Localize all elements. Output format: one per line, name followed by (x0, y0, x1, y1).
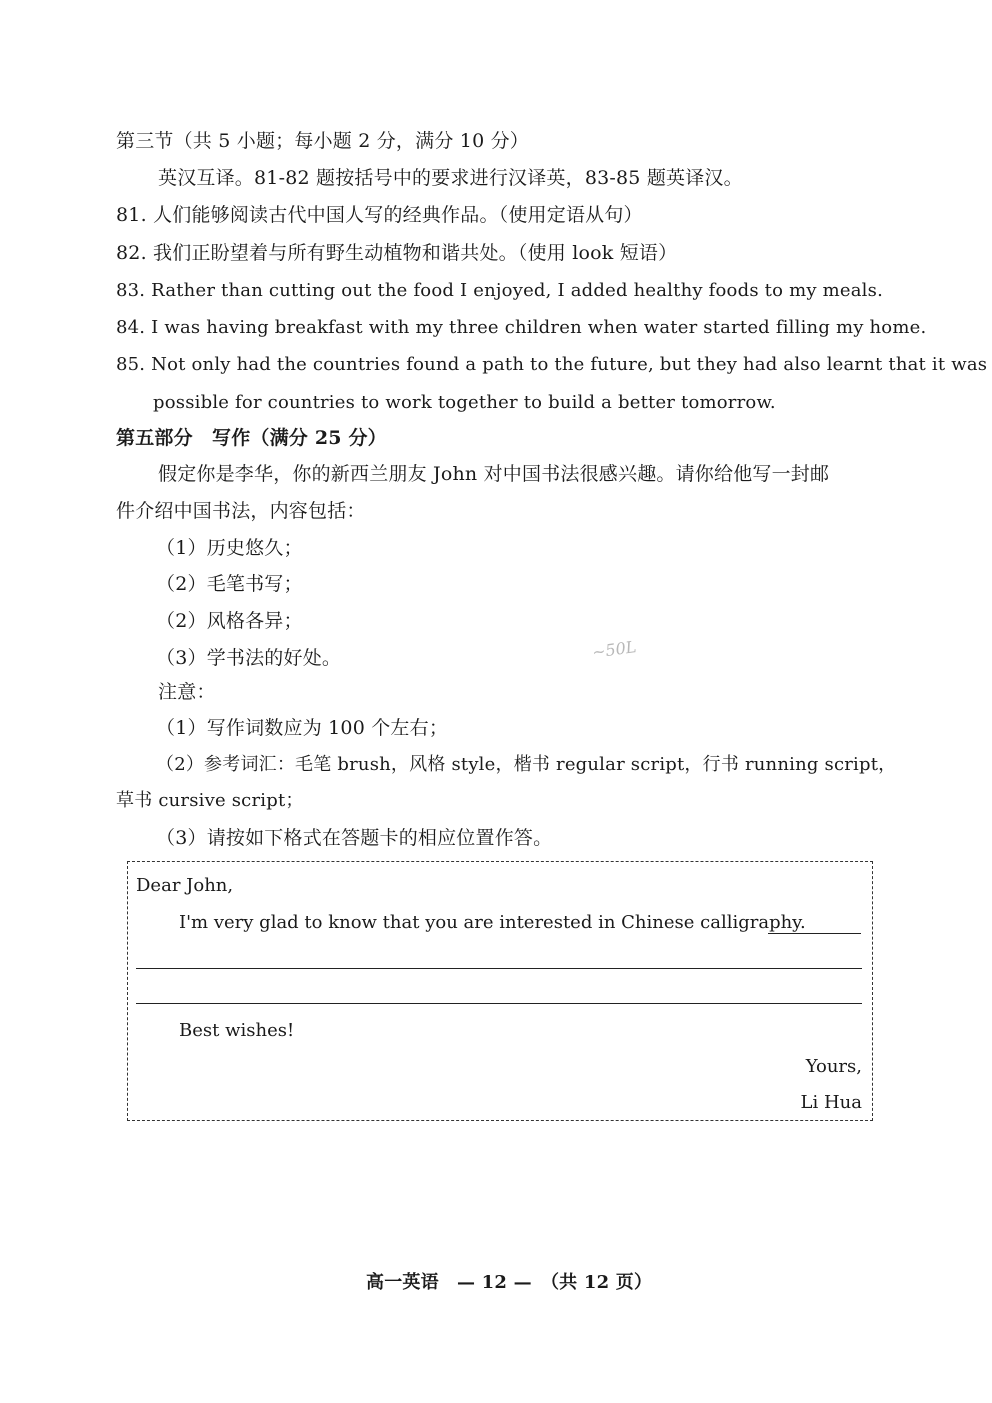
letter-opening: I'm very glad to know that you are interested in Chinese calligraphy. (179, 912, 806, 933)
page-footer: 高一英语 — 12 — （共 12 页） (366, 1272, 653, 1293)
part5-heading: 第五部分 写作（满分 25 分） (116, 427, 387, 449)
content-point-1: （1）历史悠久； (156, 537, 303, 559)
question-85-line1: 85. Not only had the countries found a path to the future, but they had also learnt that it was (116, 354, 988, 375)
content-point-4: （3）学书法的好处。 (156, 647, 342, 669)
note-label: 注意： (158, 681, 216, 703)
content-point-2: （2）毛笔书写； (156, 573, 303, 595)
letter-greeting: Dear John, (136, 875, 234, 896)
question-84: 84. I was having breakfast with my three children when water started filling my home. (116, 317, 927, 338)
section-heading: 第三节（共 5 小题；每小题 2 分，满分 10 分） (116, 130, 529, 152)
note-2: （2）参考词汇：毛笔 brush，风格 style，楷书 regular script，行书 running script， (156, 754, 897, 775)
content-point-3: （2）风格各异； (156, 610, 303, 632)
question-85-line2: possible for countries to work together to build a better tomorrow. (153, 392, 776, 413)
letter-signoff: Yours, (805, 1056, 862, 1077)
letter-closing: Best wishes! (179, 1020, 295, 1041)
question-83: 83. Rather than cutting out the food I enjoyed, I added healthy foods to my meals. (116, 280, 883, 301)
note-2-continued: 草书 cursive script； (116, 790, 304, 811)
answer-blank-line (768, 933, 861, 934)
answer-line-2 (136, 1003, 862, 1004)
letter-template-box (127, 861, 873, 1121)
section-instruction: 英汉互译。81-82 题按括号中的要求进行汉译英，83-85 题英译汉。 (158, 167, 743, 189)
letter-signature: Li Hua (800, 1092, 862, 1113)
question-81: 81. 人们能够阅读古代中国人写的经典作品。（使用定语从句） (116, 204, 643, 226)
pencil-mark: ~50L (590, 637, 638, 662)
note-1: （1）写作词数应为 100 个左右； (156, 717, 449, 739)
answer-line-1 (136, 968, 862, 969)
question-82: 82. 我们正盼望着与所有野生动植物和谐共处。（使用 look 短语） (116, 242, 678, 264)
writing-prompt-line1: 假定你是李华，你的新西兰朋友 John 对中国书法很感兴趣。请你给他写一封邮 (158, 463, 830, 485)
note-3: （3）请按如下格式在答题卡的相应位置作答。 (156, 827, 553, 849)
writing-prompt-line2: 件介绍中国书法，内容包括： (116, 500, 366, 522)
